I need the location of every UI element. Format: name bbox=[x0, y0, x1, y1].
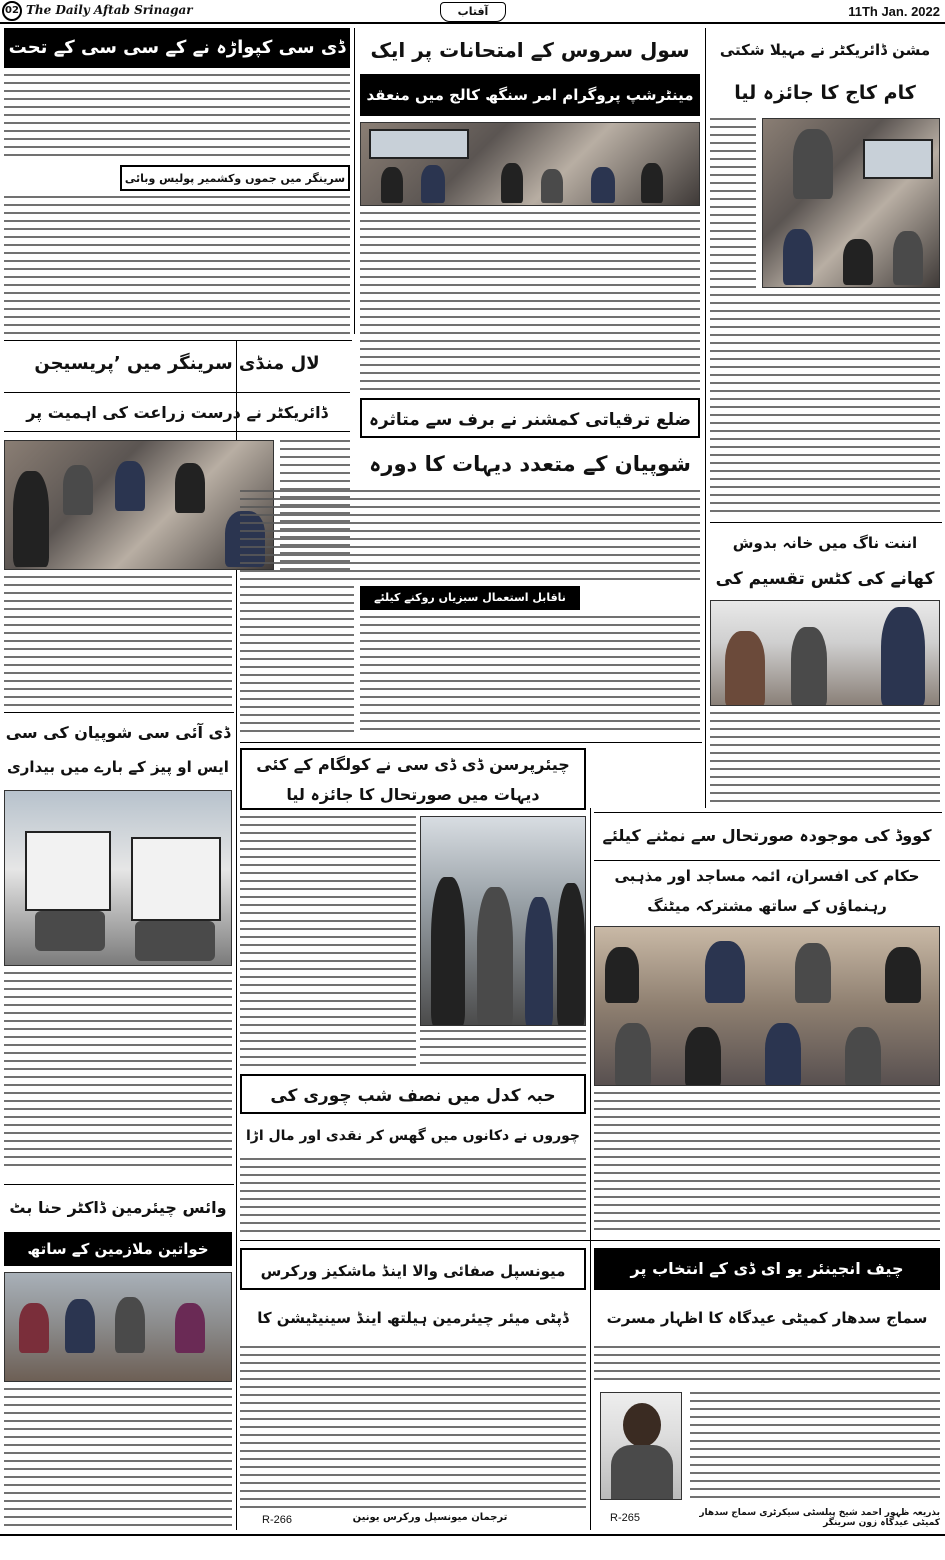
civil-services-body bbox=[360, 212, 700, 392]
habba-kadal-subhead: چوروں نے دکانوں میں گھس کر نقدی اور مال اڑا bbox=[245, 1128, 581, 1144]
chief-engineer-signature: بذریعہ ظہور احمد شیخ پبلسٹی سیکرٹری سماج سدھار کمیٹی عیدگاہ زون سرینگر bbox=[699, 1508, 940, 1528]
habba-kadal-body bbox=[240, 1158, 586, 1232]
lal-mandi-headline: لال منڈی سرینگر میں ’پریسیجن bbox=[34, 353, 320, 374]
kulgam-body-a bbox=[240, 816, 416, 1066]
page-bottom-rule bbox=[0, 1534, 945, 1536]
municipal-union-ref: R-266 bbox=[262, 1514, 292, 1526]
mission-director-photo bbox=[762, 118, 940, 288]
rule bbox=[710, 522, 942, 523]
rule bbox=[594, 812, 942, 813]
chief-engineer-portrait bbox=[600, 1392, 682, 1500]
women-employees-subhead: خواتین ملازمین کے ساتھ bbox=[4, 1232, 232, 1266]
dic-shopian-subhead: ایس او پیز کے بارے میں بیداری bbox=[7, 758, 229, 776]
vice-chairperson-photo bbox=[4, 1272, 232, 1382]
shopian-subhead: شوپیان کے متعدد دیہات کا دورہ bbox=[369, 452, 691, 476]
page-number: 02 bbox=[2, 1, 22, 21]
vice-chairperson-headline: وائس چیئرمین ڈاکٹر حنا بٹ bbox=[9, 1198, 227, 1217]
mission-director-body-a bbox=[710, 118, 756, 288]
covid-kupwara-subhead: حکام کی افسران، ائمہ مساجد اور مذہبی رہنماؤں کے ساتھ مشترکہ میٹنگ bbox=[594, 860, 940, 920]
rule bbox=[4, 712, 234, 713]
anantnag-photo bbox=[710, 600, 940, 706]
kulgam-photo bbox=[420, 816, 586, 1026]
mission-director-headline: مشن ڈائریکٹر نے مہیلا شکتی bbox=[719, 41, 931, 59]
municipal-union-signature: ترجمان میونسپل ورکرس یونین bbox=[352, 1512, 508, 1523]
column-rule bbox=[354, 28, 355, 334]
dic-shopian-body bbox=[4, 972, 232, 1172]
illegal-fertilizer-subhead: ناقابل استعمال سبزیاں روکنے کیلئے bbox=[360, 586, 580, 610]
illegal-fertilizer-body bbox=[360, 616, 700, 736]
lal-mandi-body-b bbox=[4, 576, 232, 706]
municipal-union-subhead: ڈپٹی میئر چیئرمین ہیلتھ اینڈ سینیٹیشن کا bbox=[257, 1309, 569, 1327]
shopian-headline: ضلع ترقیاتی کمشنر نے برف سے متاثرہ bbox=[360, 398, 700, 438]
newspaper-name: The Daily Aftab Srinagar bbox=[26, 3, 193, 17]
kulgam-caption bbox=[420, 1030, 586, 1066]
covid-kupwara-headline: کووڈ کی موجودہ صورتحال سے نمٹنے کیلئے bbox=[602, 826, 932, 845]
chief-engineer-headline: چیف انجینئر یو ای ڈی کے انتخاب پر bbox=[594, 1248, 940, 1290]
chief-engineer-body-a bbox=[594, 1346, 940, 1386]
chief-engineer-body-b bbox=[690, 1392, 940, 1500]
dic-shopian-headline: ڈی آئی سی شوپیان کی سی bbox=[5, 723, 231, 742]
lal-mandi-photo bbox=[4, 440, 274, 570]
covid-kupwara-photo bbox=[594, 926, 940, 1086]
civil-services-photo bbox=[360, 122, 700, 206]
rule bbox=[4, 1184, 234, 1185]
srinagar-police-body bbox=[4, 196, 350, 336]
chief-engineer-subhead: سماج سدھار کمیٹی عیدگاہ کا اظہار مسرت bbox=[606, 1309, 928, 1327]
chief-engineer-ref: R-265 bbox=[610, 1512, 640, 1524]
mission-director-body-b bbox=[710, 294, 940, 516]
srinagar-police-subhead: سرینگر میں جموں وکشمیر پولیس وبائی bbox=[120, 165, 350, 191]
anantnag-headline: اننت ناگ میں خانہ بدوش bbox=[732, 534, 918, 552]
dc-kupwara-body bbox=[4, 74, 350, 162]
municipal-union-body bbox=[240, 1346, 586, 1512]
municipal-union-headline: میونسپل صفائی والا اینڈ ماشکیز ورکرس bbox=[240, 1248, 586, 1290]
kulgam-headline: چیئرپرسن ڈی ڈی سی نے کولگام کے کئی دیہات میں صورتحال کا جائزہ لیا bbox=[240, 748, 586, 810]
page-header bbox=[0, 0, 945, 24]
civil-services-headline: سول سروس کے امتحانات پر ایک bbox=[370, 38, 690, 62]
masthead-logo: آفتاب bbox=[440, 2, 506, 22]
habba-kadal-headline: حبہ کدل میں نصف شب چوری کی bbox=[240, 1074, 586, 1114]
shopian-body-b bbox=[240, 586, 354, 736]
mission-director-subhead: کام کاج کا جائزہ لیا bbox=[734, 82, 916, 104]
dc-kupwara-headline: ڈی سی کپواڑہ نے کے سی سی کے تحت bbox=[4, 28, 350, 68]
rule bbox=[240, 1240, 940, 1241]
lal-mandi-subhead: ڈائریکٹر نے درست زراعت کی اہمیت پر bbox=[4, 392, 350, 432]
rule bbox=[4, 340, 352, 341]
civil-services-subhead: مینٹرشپ پروگرام امر سنگھ کالج میں منعقد bbox=[360, 74, 700, 116]
issue-date: 11Th Jan. 2022 bbox=[848, 4, 940, 19]
dic-shopian-photo bbox=[4, 790, 232, 966]
column-rule bbox=[705, 28, 706, 808]
vice-chairperson-body bbox=[4, 1388, 232, 1528]
shopian-body-a bbox=[240, 490, 700, 582]
anantnag-body bbox=[710, 712, 940, 808]
anantnag-subhead: کھانے کی کٹس تقسیم کی bbox=[715, 569, 935, 589]
rule bbox=[240, 742, 702, 743]
column-rule bbox=[590, 808, 591, 1530]
covid-kupwara-body bbox=[594, 1092, 940, 1232]
